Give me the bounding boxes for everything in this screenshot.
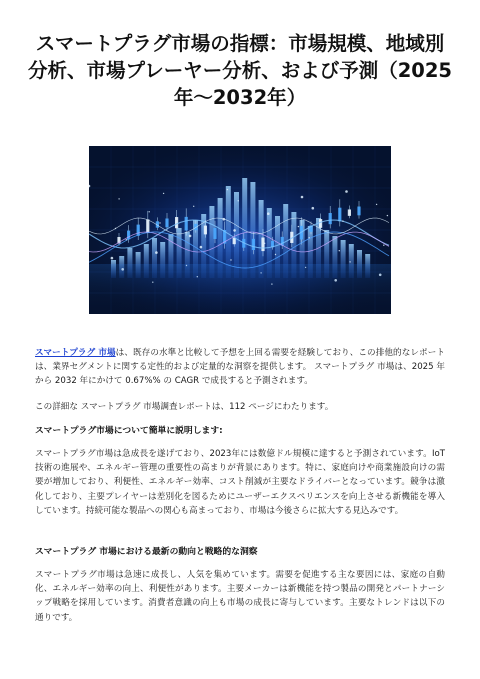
candle-body xyxy=(319,219,322,228)
candle-body xyxy=(329,213,332,224)
sparkle-dot xyxy=(118,198,119,199)
sparkle-dot xyxy=(345,190,348,193)
candle-body xyxy=(338,208,341,222)
sparkle-dot xyxy=(200,246,203,249)
sparkle-dot xyxy=(126,239,127,240)
sparkle-dot xyxy=(115,228,116,229)
sparkle-dot xyxy=(227,189,228,190)
sparkle-dot xyxy=(383,245,384,246)
sparkle-dot xyxy=(301,196,304,199)
candle-body xyxy=(348,209,351,215)
sparkle-dot xyxy=(339,250,340,251)
sparkle-dot xyxy=(376,204,377,205)
sparkle-dot xyxy=(159,222,160,223)
sparkle-dot xyxy=(233,229,236,232)
sparkle-dot xyxy=(342,220,343,221)
candle-body xyxy=(127,231,130,240)
intro-text: は、既存の水準と比較して予想を上回る需要を経験しており、この排他的なレポートは、業界セグメントに関する定性的および定量的な洞察を提供します。 スマートプラグ 市場は、2025 年から 2032 年にかけて 0.67%% の CAGR で成長すると予測されます。 xyxy=(35,348,445,387)
sparkle-dot xyxy=(238,200,239,201)
sparkle-dot xyxy=(312,207,315,210)
page-title: スマートプラグ市場の指標：市場規模、地域別分析、市場プレーヤー分析、および予測（2025年〜2032年） xyxy=(28,32,452,109)
candle-body xyxy=(146,219,149,233)
candle-body xyxy=(185,217,188,231)
sparkle-dot xyxy=(163,193,164,194)
sparkle-dot xyxy=(267,212,270,215)
report-pages-paragraph: この詳細な スマートプラグ 市場調査レポートは、112 ページにわたります。 xyxy=(35,402,334,412)
trends-heading: スマートプラグ 市場における最新の動向と戦略的な洞察 xyxy=(35,547,258,557)
sparkle-dot xyxy=(149,211,150,212)
market-link[interactable]: スマートプラグ 市場 xyxy=(35,348,116,358)
hero-image xyxy=(89,146,391,314)
overview-paragraph: スマートプラグ市場は急成長を遂げており、2023年には数億ドル規模に達すると予測されています。IoT技術の進展や、エネルギー管理の重要性の高まりが背景にあります。特に、家庭向けや商業施設向けの需要が増加しており、利便性、エネルギー効率、コスト削減が主要なドライバーとなっています。競争は激化しており、主要プレイヤーは差別化を図るためにユーザーエクスペリエンスを向上させる新機能を導入しています。持続可能な製品への関心も高まっており、市場は今後さらに拡大する見込みです。 xyxy=(35,449,445,516)
sparkle-dot xyxy=(189,235,192,238)
overview-heading: スマートプラグ市場について簡単に説明します: xyxy=(35,426,223,436)
candle-body xyxy=(252,239,255,250)
chart-bar-graphic xyxy=(250,182,255,278)
candle-body xyxy=(165,219,168,228)
candle-body xyxy=(137,225,140,236)
sparkle-dot xyxy=(275,254,276,255)
sparkle-dot xyxy=(309,237,310,238)
candle-body xyxy=(204,226,207,235)
candle-body xyxy=(213,228,216,239)
sparkle-dot xyxy=(349,261,350,262)
sparkle-dot xyxy=(298,226,299,227)
intro-paragraph xyxy=(35,346,445,389)
sparkle-dot xyxy=(387,215,388,216)
sparkle-dot xyxy=(230,259,231,260)
chart-bar-graphic xyxy=(242,178,247,278)
candle-body xyxy=(175,217,178,228)
sparkle-dot xyxy=(155,251,158,254)
sparkle-dot xyxy=(111,257,114,260)
financial-chart-image xyxy=(89,146,391,314)
sparkle-dot xyxy=(193,206,194,207)
candle-body xyxy=(261,237,264,251)
trends-paragraph: スマートプラグ市場は急速に成長し、人気を集めています。需要を促進する主な要因には、家庭の自動化、エネルギー効率の向上、利便性があります。主要メーカーは新機能を持つ製品の開発とパートナーシップ戦略を採用しています。消費者意識の向上も市場の成長に寄与しています。主要なトレンドは以下の通りです。 xyxy=(35,570,445,623)
sparkle-dot xyxy=(264,243,265,244)
candle-body xyxy=(357,207,360,216)
sparkle-dot xyxy=(223,218,226,221)
